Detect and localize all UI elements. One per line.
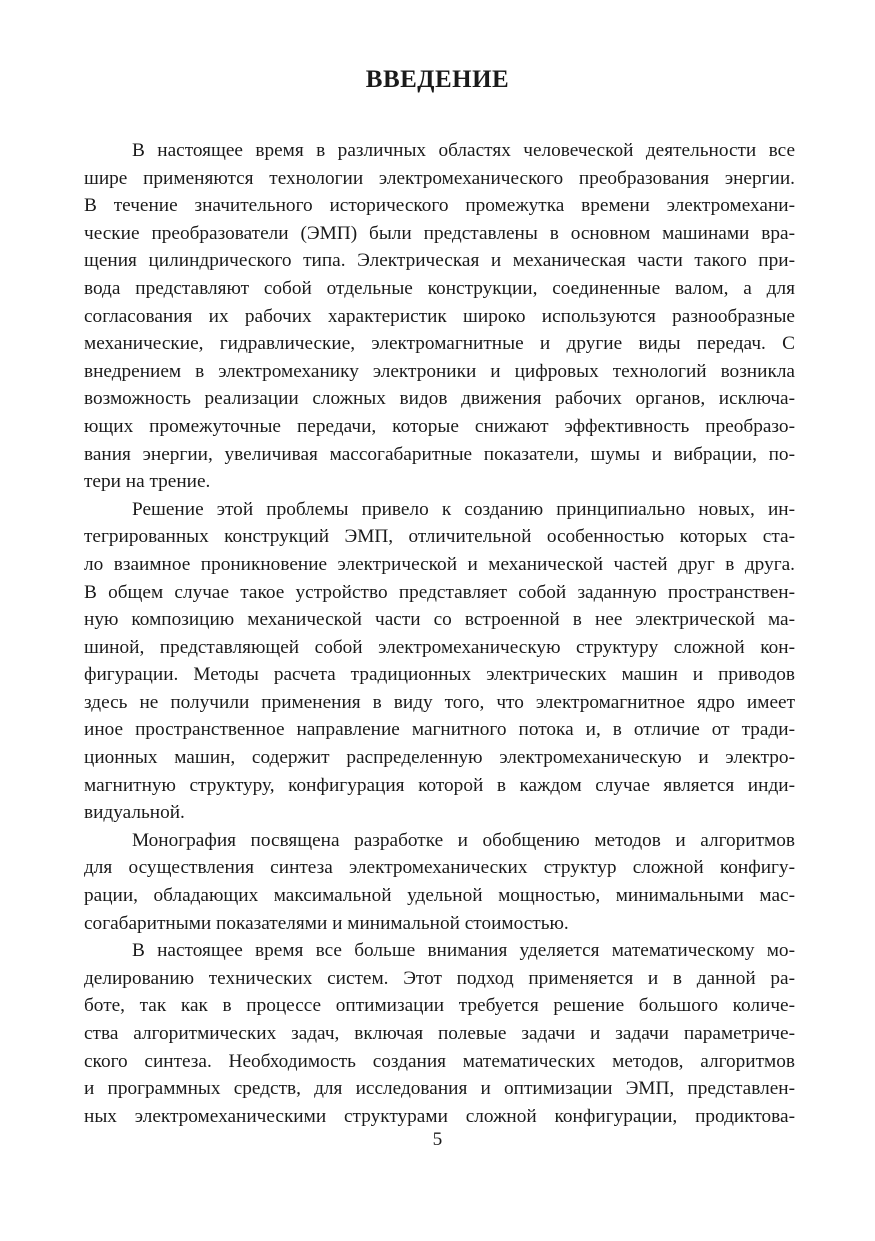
text-line: ющих промежуточные передачи, которые снижают эффективность преобразо- <box>84 415 795 437</box>
text-line: ционных машин, содержит распределенную электромеханическую и электро- <box>84 747 795 769</box>
text-line: тегрированных конструкций ЭМП, отличительной особенностью которых ста- <box>84 526 795 548</box>
text-line: видуальной. <box>84 802 185 824</box>
text-line: для осуществления синтеза электромеханических структур сложной конфигу- <box>84 857 795 879</box>
text-line: В общем случае такое устройство представляет собой заданную пространствен- <box>84 581 795 603</box>
text-line: согласования их рабочих характеристик широко используются разнообразные <box>84 305 795 327</box>
paragraph <box>84 827 795 937</box>
text-line: шиной, представляющей собой электромеханическую структуру сложной кон- <box>84 636 795 658</box>
text-line: Монография посвящена разработке и обобщению методов и алгоритмов <box>132 829 795 851</box>
text-line: рации, обладающих максимальной удельной мощностью, минимальными мас- <box>84 885 795 907</box>
page-number: 5 <box>432 1129 443 1150</box>
text-line: здесь не получили применения в виду того, что электромагнитное ядро имеет <box>84 691 795 713</box>
text-line: ных электромеханическими структурами сложной конфигурации, продиктова- <box>84 1105 795 1127</box>
text-line: В течение значительного исторического промежутка времени электромехани- <box>84 195 795 217</box>
page-title: ВВЕДЕНИЕ <box>365 66 510 93</box>
text-line: делированию технических систем. Этот подход применяется и в данной ра- <box>84 967 795 989</box>
text-line: согабаритными показателями и минимальной стоимостью. <box>84 912 569 934</box>
text-line: и программных средств, для исследования и оптимизации ЭМП, представлен- <box>84 1078 795 1100</box>
text-line: внедрением в электромеханику электроники и цифровых технологий возникла <box>84 360 795 382</box>
text-line: возможность реализации сложных видов движения рабочих органов, исключа- <box>84 388 795 410</box>
text-line: вода представляют собой отдельные конструкции, соединенные валом, а для <box>84 277 795 299</box>
text-line: ную композицию механической части со встроенной в нее электрической ма- <box>84 609 795 631</box>
paragraph <box>84 937 795 1130</box>
text-line: В настоящее время все больше внимания уделяется математическому мо- <box>132 940 795 962</box>
paragraph <box>84 496 795 827</box>
text-line: фигурации. Методы расчета традиционных электрических машин и приводов <box>84 664 795 686</box>
text-line: магнитную структуру, конфигурация которой в каждом случае является инди- <box>84 774 795 796</box>
text-line: механические, гидравлические, электромагнитные и другие виды передач. С <box>84 333 795 355</box>
text-line: щения цилиндрического типа. Электрическая и механическая части такого при- <box>84 250 795 272</box>
text-line: шире применяются технологии электромеханического преобразования энергии. <box>84 167 795 189</box>
text-line: тери на трение. <box>84 471 211 493</box>
text-line: В настоящее время в различных областях человеческой деятельности все <box>132 140 795 161</box>
paragraph <box>84 137 795 496</box>
text-line: ло взаимное проникновение электрической и механической частей друг в друга. <box>84 553 795 575</box>
text-line: боте, так как в процессе оптимизации требуется решение большого количе- <box>84 995 795 1017</box>
text-line: вания энергии, увеличивая массогабаритные показатели, шумы и вибрации, по- <box>84 443 795 465</box>
text-line: ского синтеза. Необходимость создания математических методов, алгоритмов <box>84 1050 795 1072</box>
text-line: ства алгоритмических задач, включая полевые задачи и задачи параметриче- <box>84 1023 795 1044</box>
text-line: Решение этой проблемы привело к созданию принципиально новых, ин- <box>132 498 795 520</box>
text-line: ческие преобразователи (ЭМП) были представлены в основном машинами вра- <box>84 222 795 244</box>
text-line: иное пространственное направление магнитного потока и, в отличие от тради- <box>84 719 795 741</box>
body-text <box>84 137 795 1130</box>
